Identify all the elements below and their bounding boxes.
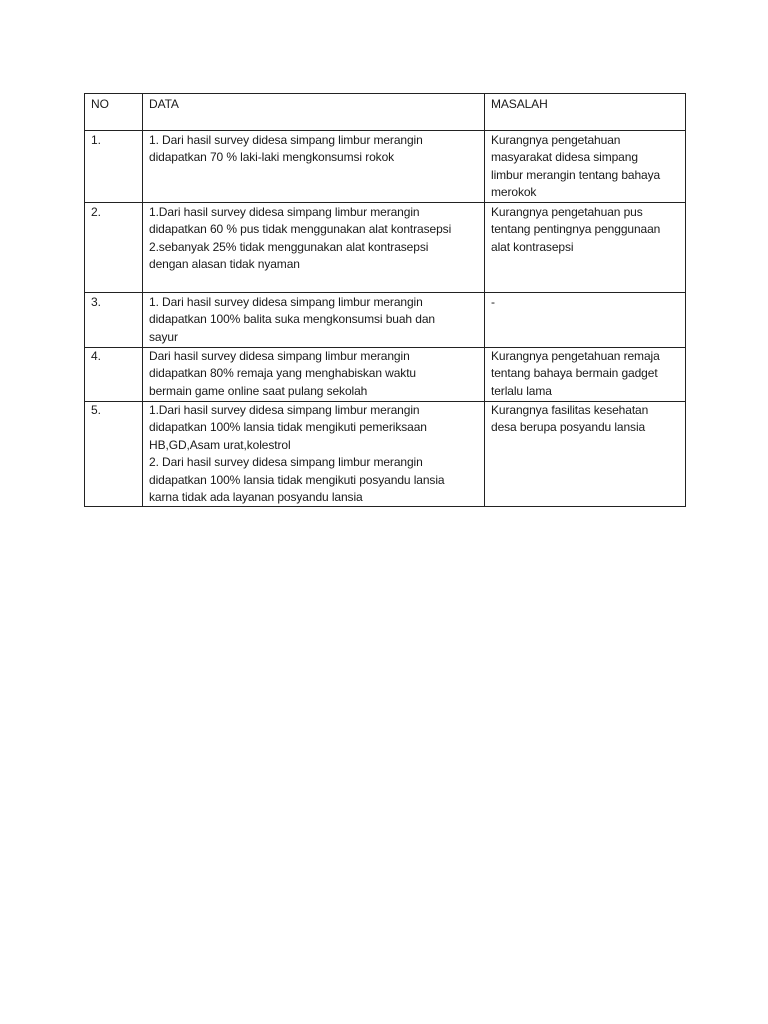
masalah-line: Kurangnya fasilitas kesehatan xyxy=(491,403,649,417)
data-table xyxy=(84,93,686,507)
data-cell xyxy=(143,131,485,203)
masalah-line: alat kontrasepsi xyxy=(491,239,574,254)
row-number: 3. xyxy=(85,293,143,348)
data-line: sayur xyxy=(149,329,178,344)
masalah-cell xyxy=(485,131,686,203)
table-row xyxy=(85,293,686,348)
data-cell xyxy=(143,293,485,348)
masalah-line: limbur merangin tentang bahaya xyxy=(491,167,661,182)
data-line: 2. Dari hasil survey didesa simpang limbur merangin xyxy=(149,455,423,470)
data-line: didapatkan 60 % pus tidak menggunakan alat kontrasepsi xyxy=(149,222,452,237)
data-line: karna tidak ada layanan posyandu lansia xyxy=(149,490,363,505)
table-row xyxy=(85,348,686,402)
masalah-cell xyxy=(485,293,686,348)
masalah-line: merokok xyxy=(491,185,537,200)
table-row xyxy=(85,131,686,203)
data-line: Dari hasil survey didesa simpang limbur merangin xyxy=(149,349,410,363)
data-cell xyxy=(143,402,485,507)
row-number: 2. xyxy=(85,203,143,293)
masalah-cell xyxy=(485,203,686,293)
header-no: NO xyxy=(85,94,143,131)
masalah-line: Kurangnya pengetahuan pus xyxy=(491,205,643,219)
header-masalah: MASALAH xyxy=(485,94,686,131)
data-cell xyxy=(143,348,485,402)
data-line: 1.Dari hasil survey didesa simpang limbur merangin xyxy=(149,403,420,417)
masalah-line: tentang bahaya bermain gadget xyxy=(491,366,658,381)
data-line: 1. Dari hasil survey didesa simpang limbur merangin xyxy=(149,295,423,309)
masalah-cell xyxy=(485,402,686,507)
data-line: didapatkan 100% lansia tidak mengikuti posyandu lansia xyxy=(149,472,445,487)
data-line: dengan alasan tidak nyaman xyxy=(149,257,300,272)
masalah-line: masyarakat didesa simpang xyxy=(491,150,638,165)
data-line: 2.sebanyak 25% tidak menggunakan alat kontrasepsi xyxy=(149,239,429,254)
masalah-line: Kurangnya pengetahuan xyxy=(491,133,621,147)
masalah-line: Kurangnya pengetahuan remaja xyxy=(491,349,660,363)
data-line: didapatkan 100% balita suka mengkonsumsi buah dan xyxy=(149,312,435,327)
table-header-row xyxy=(85,94,686,131)
table-row xyxy=(85,402,686,507)
masalah-line: - xyxy=(491,295,495,309)
masalah-cell xyxy=(485,348,686,402)
data-line: didapatkan 100% lansia tidak mengikuti pemeriksaan xyxy=(149,420,427,435)
masalah-line: tentang pentingnya penggunaan xyxy=(491,222,661,237)
data-line: 1.Dari hasil survey didesa simpang limbur merangin xyxy=(149,205,420,219)
data-cell xyxy=(143,203,485,293)
row-number: 1. xyxy=(85,131,143,203)
masalah-line: desa berupa posyandu lansia xyxy=(491,420,646,435)
data-line: HB,GD,Asam urat,kolestrol xyxy=(149,437,291,452)
header-data: DATA xyxy=(143,94,485,131)
data-line: bermain game online saat pulang sekolah xyxy=(149,383,368,398)
table-row xyxy=(85,203,686,293)
row-number: 5. xyxy=(85,402,143,507)
data-line: 1. Dari hasil survey didesa simpang limbur merangin xyxy=(149,133,423,147)
masalah-line: terlalu lama xyxy=(491,383,552,398)
row-number: 4. xyxy=(85,348,143,402)
data-line: didapatkan 70 % laki-laki mengkonsumsi rokok xyxy=(149,150,395,165)
data-line: didapatkan 80% remaja yang menghabiskan waktu xyxy=(149,366,417,381)
